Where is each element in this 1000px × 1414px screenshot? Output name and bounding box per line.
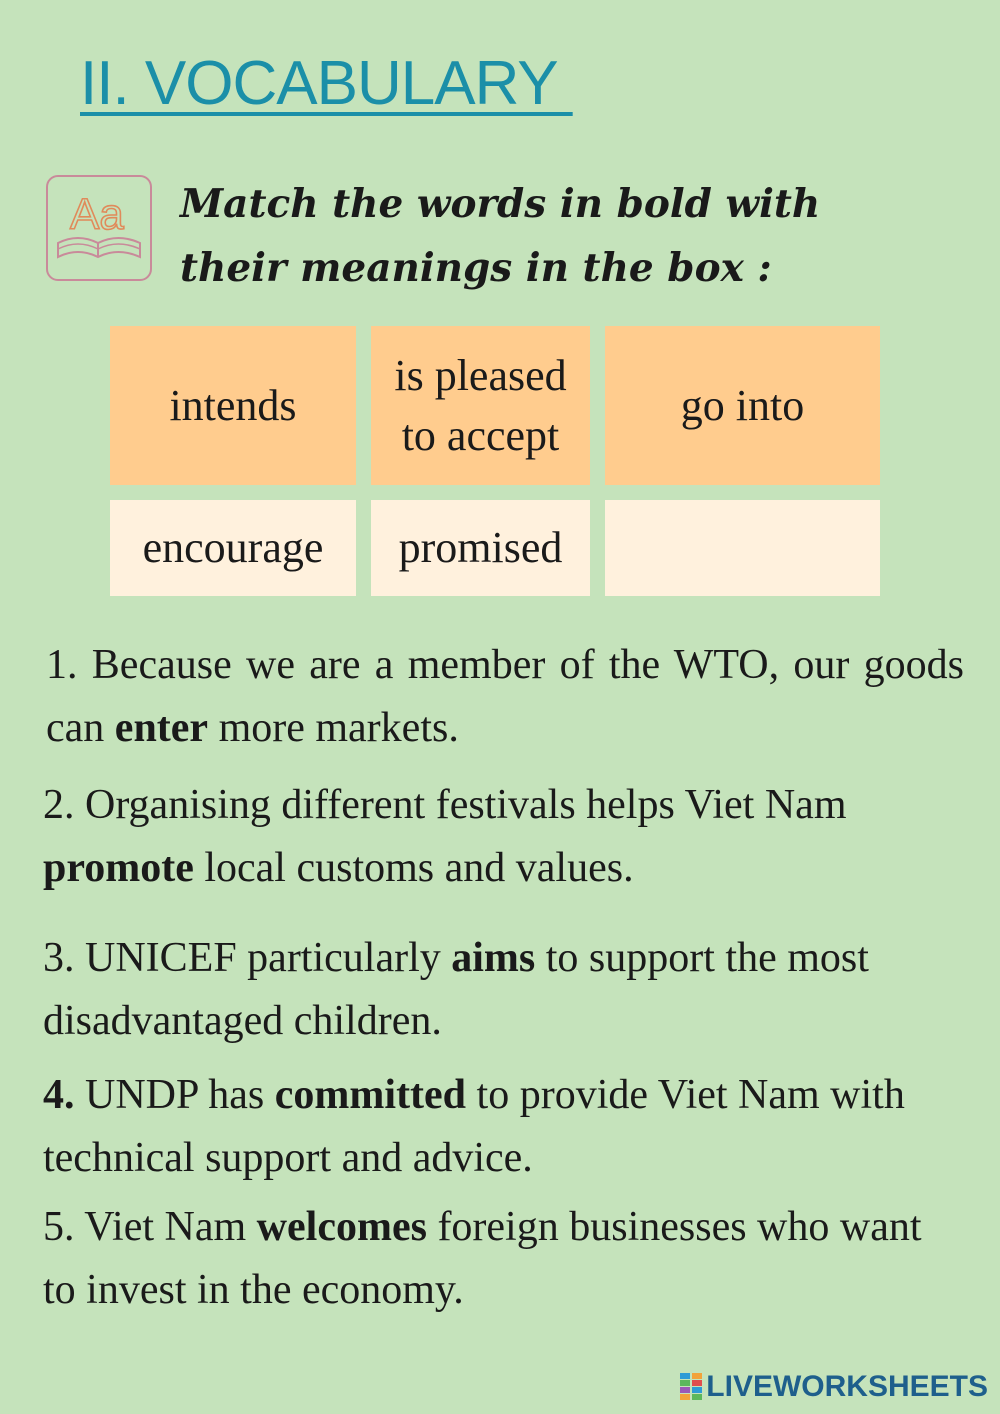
question-3: [43, 927, 903, 1053]
bold-word: aims: [451, 935, 536, 981]
question-text: to support the most disadvantaged children.: [43, 935, 869, 1044]
question-1: [46, 634, 964, 760]
word-cell: go into: [605, 326, 880, 485]
liveworksheets-logo[interactable]: [680, 1370, 988, 1404]
word-cell: encourage: [110, 500, 356, 596]
question-text: to provide Viet Nam with technical support and advice.: [43, 1072, 905, 1181]
instruction: [180, 172, 880, 300]
bold-word: welcomes: [256, 1204, 427, 1250]
question-text: foreign businesses who want to invest in the economy.: [43, 1204, 922, 1313]
bold-word: promote: [43, 845, 194, 891]
question-text: Organising different festivals helps Viet Nam: [74, 782, 847, 828]
icon-letters: Aa: [70, 190, 124, 239]
instruction-line-2: their meanings in the box :: [180, 245, 772, 291]
word-cell-empty: [605, 500, 880, 596]
footer-brand: LIVEWORKSHEETS: [706, 1370, 988, 1403]
question-text: Viet Nam: [74, 1204, 257, 1250]
book-aa-icon: [46, 175, 152, 281]
question-text: local customs and values.: [193, 845, 634, 891]
question-5: [43, 1196, 963, 1322]
question-number: 4.: [43, 1072, 75, 1118]
instruction-line-1: Match the words in bold with: [180, 181, 821, 227]
question-4: [43, 1064, 923, 1190]
word-cell: is pleased to accept: [371, 326, 590, 485]
question-2: [43, 774, 963, 900]
question-number: 5.: [43, 1204, 75, 1250]
page-title: II. VOCABULARY: [80, 49, 573, 118]
question-number: 2.: [43, 782, 75, 828]
word-cell: intends: [110, 326, 356, 485]
question-text: Because we are a member of the WTO, our goods can: [46, 642, 964, 751]
question-number: 1.: [46, 642, 78, 688]
bold-word: enter: [114, 705, 209, 751]
question-text: UNDP has: [74, 1072, 275, 1118]
word-cell: promised: [371, 500, 590, 596]
question-number: 3.: [43, 935, 75, 981]
bold-word: committed: [274, 1072, 467, 1118]
question-text: more markets.: [208, 705, 459, 751]
liveworksheets-mark-icon: [680, 1373, 702, 1401]
question-text: UNICEF particularly: [74, 935, 452, 981]
